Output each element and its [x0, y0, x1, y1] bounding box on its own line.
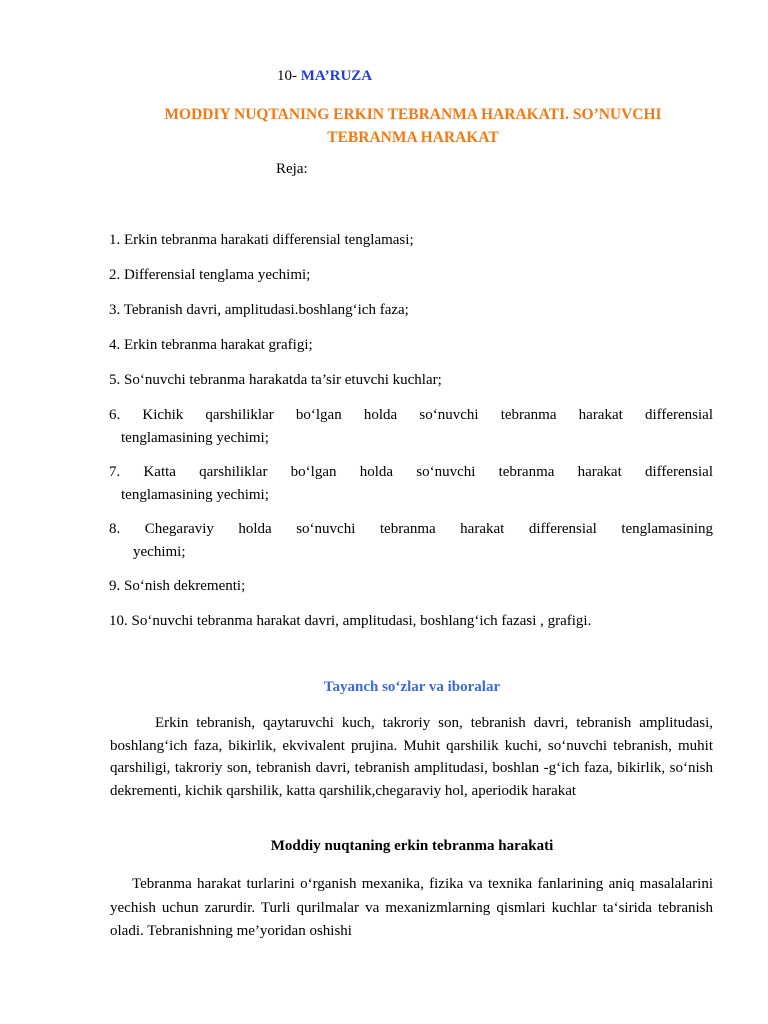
lecture-number: [277, 68, 372, 85]
plan-item-text: 10. So‘nuvchi tebranma harakat davri, amplitudasi, boshlang‘ich fazasi , grafigi.: [109, 613, 592, 629]
lecture-title-line-2: TEBRANMA HARAKAT: [327, 129, 499, 146]
plan-item-text: 6. Kichik qarshiliklar bo‘lgan holda so‘nuvchi tebranma harakat differensial: [109, 407, 713, 423]
plan-item-text: 3. Tebranish davri, amplitudasi.boshlang‘ich faza;: [109, 302, 409, 318]
lecture-title: [60, 103, 766, 149]
plan-item-text: 8. Chegaraviy holda so‘nuvchi tebranma harakat differensial tenglamasining: [109, 521, 713, 537]
plan-item-text: 5. So‘nuvchi tebranma harakatda ta’sir etuvchi kuchlar;: [109, 372, 442, 388]
plan-item-text: 1. Erkin tebranma harakati differensial tenglamasi;: [109, 232, 414, 248]
plan-item-continuation: tenglamasining yechimi;: [121, 487, 269, 503]
plan-item: [109, 264, 713, 287]
plan-item: [109, 229, 713, 252]
plan-list: [109, 229, 713, 645]
lecture-label: MA’RUZA: [300, 68, 373, 84]
plan-item: [109, 369, 713, 392]
plan-item-text: 4. Erkin tebranma harakat grafigi;: [109, 337, 313, 353]
intro-paragraph: Tebranma harakat turlarini o‘rganish mexanika, fizika va texnika fanlarining aniq masalalarini yechish uchun zarurdir. Turli qurilmalar va mexanizmlarning qismlari kuchlar ta‘sirida tebranish oladi. Tebranishning me’yoridan oshishi: [110, 876, 713, 939]
keywords-paragraph: Erkin tebranish, qaytaruvchi kuch, takroriy son, tebranish davri, tebranish amplitudasi, boshlang‘ich faza, bikirlik, ekvivalent prujina. Muhit qarshilik kuchi, so‘nuvchi tebranish, muhit qarshiligi, takroriy son, tebranish davri, tebranish amplitudasi, boshlan -g‘ich faza, bikirlik, so‘nish dekrementi, kichik qarshilik, katta qarshilik,chegaraviy hol, aperiodik harakat: [110, 715, 713, 799]
plan-item: [109, 575, 713, 598]
plan-item: [109, 610, 713, 633]
plan-item: [109, 518, 713, 564]
plan-item-text: 9. So‘nish dekrementi;: [109, 578, 246, 594]
plan-item: [109, 334, 713, 357]
lecture-number-value: 10-: [277, 68, 297, 84]
section-heading: Moddiy nuqtaning erkin tebranma harakati: [270, 838, 554, 854]
plan-label: Reja:: [276, 161, 308, 177]
plan-item-continuation: tenglamasining yechimi;: [121, 430, 269, 446]
plan-item-text: 2. Differensial tenglama yechimi;: [109, 267, 311, 283]
plan-item: [109, 461, 713, 507]
keywords-title: Tayanch so‘zlar va iboralar: [323, 679, 501, 695]
plan-item: [109, 404, 713, 450]
lecture-title-line-1: MODDIY NUQTANING ERKIN TEBRANMA HARAKATI. SO’NUVCHI: [164, 106, 662, 123]
plan-item-continuation: yechimi;: [133, 544, 186, 560]
plan-item: [109, 299, 713, 322]
plan-item-text: 7. Katta qarshiliklar bo‘lgan holda so‘nuvchi tebranma harakat differensial: [109, 464, 713, 480]
